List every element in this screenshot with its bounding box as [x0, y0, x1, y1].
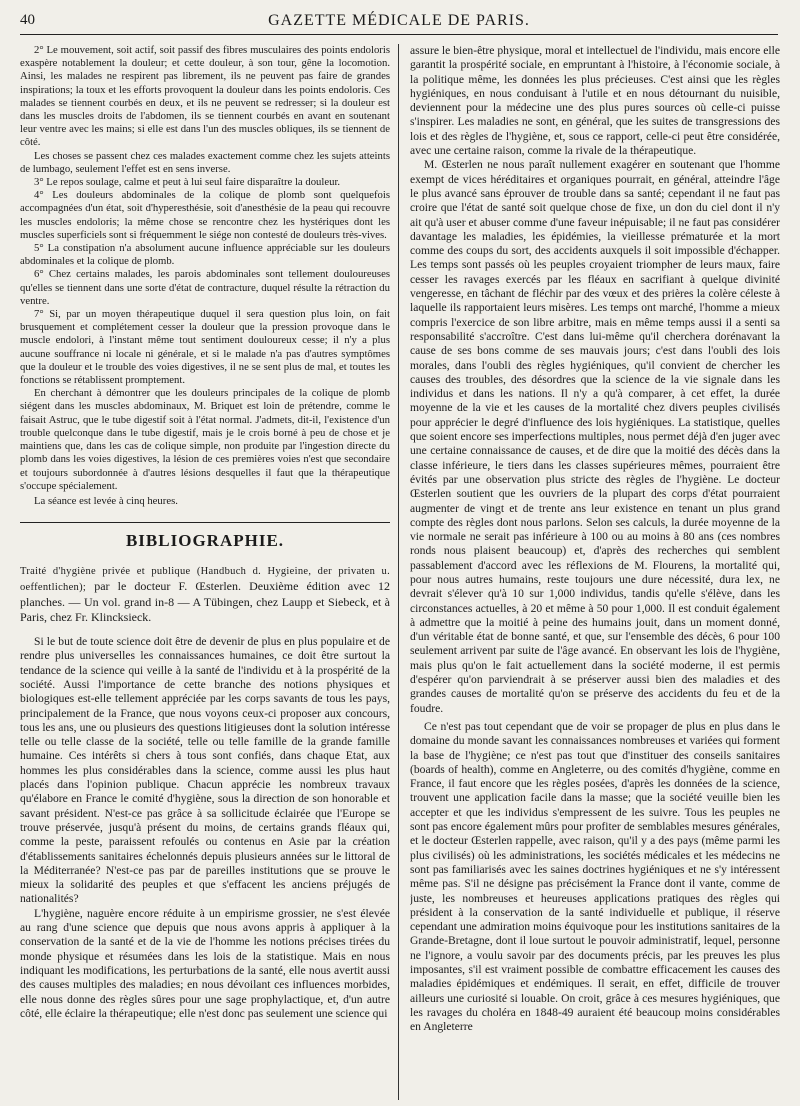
- paragraph: Ce n'est pas tout cependant que de voir se propager de plus en plus dans le domaine du monde savant les connaissances nombreuses et variées qui forment la base de l'hygiène; ce n'est pas tout que d'instituer des conseils sanitaires (boards of health), comme en Angleterre, ou des comités d'hygiène, comme en France, il faut encore que les règles posées, d'après les données de la science, trouvent une application facile dans la masse; que la société veuille bien les accepter et que les individus s'empressent de les suivre. Tous les peuples ne sont pas encore également mûrs pour profiter de semblables mesures générales, et le docteur Œsterlen rappelle, avec raison, qu'il y a des pays (même parmi les plus civilisés) où les administrations, les sociétés médicales et les médecins ne sont pas familiarisés avec les saines doctrines hygiéniques et ne s'y intéressent même pas. S'il ne désigne pas précisément la France dont il vante, comme de juste, les nombreuses et heureuses applications pratiques des règles qui président à la conservation de la santé individuelle et publique, il réserve cependant une admiration moins équivoque pour les institutions sanitaires de la Grande-Bretagne, dont il loue surtout le pouvoir administratif, lequel, personne ne l'ignore, a voulu savoir par des documents précis, par les preuves les plus imposantes, s'il est vraiment possible de combattre efficacement les causes des maladies épidémiques et endémiques. Il serait, en effet, difficile de trouver ailleurs une curiosité si louable. On croit, grâce à ces mesures hygiéniques, que les ravages du choléra en 1848-49 auraient été beaucoup moins considérables en Angleterre: [410, 719, 780, 1034]
- book-title: Traité d'hygiène privée et publique (Handbuch d. Hygieine, der privaten u. oeffentlichen);: [20, 566, 390, 594]
- section-rule: [20, 522, 390, 523]
- session-report: [20, 44, 390, 508]
- paragraph: assure le bien-être physique, moral et intellectuel de l'individu, mais encore elle garantit la prospérité sociale, en empruntant à l'histoire, à l'économie sociale, à la politique même, les données les plus précieuses. C'est ainsi que les règles hygiéniques, en nous conduisant à l'utile et en nous détournant du nuisible, deviennent pour la médecine une des plus pures sources où celle-ci puisse s'inspirer. Les maladies ne sont, en général, que les suites de transgressions des lois et des règles de l'hygiène, et, sous ce rapport, celle-ci peut être considérée, avec une certaine raison, comme la rivale de la thérapeutique.: [410, 44, 780, 158]
- paragraph: 4° Les douleurs abdominales de la colique de plomb sont quelquefois accompagnées d'un état, soit d'hyperesthésie, soit d'anesthésie de la peau qui recouvre les muscles endoloris; la même chose se rencontre chez les hystériques dont les muscles superficiels sont si fréquemment le siége non contesté de douleurs très-vives.: [20, 189, 390, 241]
- paragraph: 5° La constipation n'a absolument aucune influence appréciable sur les douleurs abdominales et la colique de plomb.: [20, 242, 390, 268]
- paragraph: En cherchant à démontrer que les douleurs principales de la colique de plomb siégent dans les muscles abdominaux, M. Briquet est loin de prétendre, comme le faisait Astruc, que le tube digestif soit à l'état normal. J'admets, dit-il, l'existence d'un trouble quelconque dans le tube digestif, mais je le crois borné à peu de chose et je maintiens que, dans les cas de colique simple, non produite par l'ingestion directe du plomb dans les voies digestives, la lésion de ces premières voies n'est que secondaire et toujours subordonnée à d'autres lésions desquelles il faut que la thérapeutique s'occupe spécialement.: [20, 387, 390, 492]
- page-number: 40: [20, 12, 35, 28]
- section-title: BIBLIOGRAPHIE.: [125, 531, 285, 551]
- paragraph: 6° Chez certains malades, les parois abdominales sont tellement douloureuses qu'elles se tiennent dans une sorte d'état de contracture, duquel résulte la rétraction du ventre.: [20, 268, 390, 307]
- paragraph: M. Œsterlen ne nous paraît nullement exagérer en soutenant que l'homme exempt de vices héréditaires et organiques pourrait, en général, atteindre l'âge le plus avancé sans éprouver de trouble dans sa santé; cependant il ne faut pas croire que l'état de santé soit quelque chose de fixe, un don du ciel dont il n'y ait qu'à user et abuser comme d'une faveur inépuisable; il ne faut pas considérer davantage les maladies, les épidémies, la vieillesse prématurée et la mort comme des coups du sort, des accidents auxquels il soit impossible d'échapper. Les temps sont passés où les peuples croyaient triompher de leurs maux, faire cesser les ravages exercés par les fléaux en sacrifiant à quelque divinité vengeresse, en tâchant de fléchir par des vœux et des prières la colère céleste à laquelle ils rapportaient leurs misères. Les temps ont marché, l'homme a mieux compris l'exercice de son libre arbitre, mais en même temps aussi il a senti sa responsabilité s'accroître. C'est dans lui-même qu'il cherchera dorénavant la cause de ses bons comme de ses mauvais jours; c'est dans l'oubli des lois morales, dans l'oubli des règles hygiéniques, qu'il convient de chercher les causes des troubles, des désordres que la science de la vie signale dans les individus et dans les nations. Il n'y a qu'à comparer, à cet effet, la durée moyenne de la vie et les causes de la mortalité chez divers peuples civilisés pour apprécier le degré d'influence des lois hygiéniques. La statistique, quelles que soient encore ses imperfections multiples, nous permet déjà d'en juger avec une certaine connaissance de causes, et de dire que la moitié des décès dans la classe inférieure, le tiers dans les classes supérieures mêmes, pourraient être évités par une observation plus stricte des règles de l'hygiène. Le docteur Œsterlen soutient que les ouvriers de la plupart des corps d'état pourraient augmenter de vingt et de trente ans leur existence en tenant un plus grand compte des règles dont nous parlons. Selon ses calculs, la durée moyenne de la vie normale ne serait pas inférieure à 100 ou au moins à 80 ans (ces nombres ronds nous plaisent beaucoup) et, d'après des recherches qui semblent passablement d'accord avec les réflexions de M. Flourens, la mortalité qui, pour nous autres humains, reste toujours une dure nécessité, dura lex, ne devrait s'élever qu'à 10 sur 1,000 individus, tandis qu'elle s'élève, dans les circonstances actuelles, à 20 et même à 50 pour 1,000. Il est conduit également à admettre que la moitié à peine des humains jouit, dans un moment donné, d'un véritable état de bonne santé, et que, sur l'ensemble des décès, 6 pour 100 seulement arrivent par suite de l'âge avancé. En observant les lois de l'hygiène, mais plus qu'on le fait actuellement dans la société moderne, il est permis d'espérer qu'on parviendrait à se préserver aussi bien des maladies et des grandes causes de mortalité qu'on se préserve des accidents du feu et de la foudre.: [410, 158, 780, 715]
- column-divider: [398, 44, 399, 1100]
- paragraph: Si le but de toute science doit être de devenir de plus en plus populaire et de rendre plus universelles les connaissances humaines, ce doit être surtout la tendance de la science qui veille à la santé de l'individu et à la prospérité de la société. Aussi l'importance de cette branche des notions physiques et biologiques est-elle tellement appréciée par les corps savants de tous les pays, principalement de la France, que nous voyons ceux-ci proposer aux concours, tous les ans, une ou plusieurs des questions litigieuses dont la solution intéresse telle ou telle classe de la société, telle ou telle famille de la grande famille humaine. Ces intérêts si chers à tous sont confiés, dans chaque Etat, aux hommes les plus considérables dans la science, comme aussi les plus haut placés dans l'opinion publique. Chacun apprécie les nombreux travaux qu'élabore en France le comité d'hygiène, sous la direction de son honorable et savant président. N'est-ce pas grâce à sa sollicitude éclairée que l'Europe se trouve préservée, jusqu'à présent du moins, de certains grands fléaux qui, comme la peste, paraissent refoulés ou contenus en Asie par la création d'établissements sanitaires échelonnés depuis plusieurs années sur le littoral de la Méditerranée? N'est-ce pas par de pareilles institutions que se prouve le mieux la solidarité des peuples et que s'effacent les anciens préjugés de nationalités?: [20, 635, 390, 906]
- paragraph: L'hygiène, naguère encore réduite à un empirisme grossier, ne s'est élevée au rang d'une science que depuis que nous avons appris à appliquer à la conservation de la santé et de la vie de l'homme les notions précises tirées du monde physique et résumées dans les lois de la statistique. Mais en nous indiquant les modifications, les perturbations de la santé, elle nous avertit aussi des causes multiples des maladies; en nous dévoilant ces influences morbides, elle nous donne des règles sûres pour une sage prophylactique, et, d'un autre côté, elle éclaire la thérapeutique; elle n'est donc pas seulement une science qui: [20, 906, 390, 1020]
- paragraph: Les choses se passent chez ces malades exactement comme chez les sujets atteints de lumbago, seulement l'effet est en sens inverse.: [20, 149, 390, 175]
- right-column: [410, 44, 780, 1100]
- left-column: [20, 44, 390, 1100]
- book-reference: [20, 563, 390, 625]
- session-closing: La séance est levée à cinq heures.: [34, 494, 178, 507]
- review-text: [20, 635, 390, 1021]
- paragraph: 2° Le mouvement, soit actif, soit passif des fibres musculaires des points endoloris exaspère notablement la douleur; et cette douleur, à son tour, gêne la locomotion. Ainsi, les malades ne respirent pas librement, ils ne peuvent pas faire de grandes inspirations; la toux et les efforts provoquent la douleur dans les points endoloris. Ces malades se tiennent courbés en deux, et ils ne peuvent se redresser; si la douleur est dans les muscles droits de l'abdomen, ils se tiennent courbés en avant en soutenant leur ventre avec les mains; si elle est dans l'un des muscles obliques, ils se tiennent de côté.: [20, 44, 390, 149]
- paragraph: 7° Si, par un moyen thérapeutique duquel il sera question plus loin, on fait brusquement et complétement cesser la douleur que la pression provoque dans le muscle endolori, à l'instant même tout sentiment douloureux cesse; il n'y a plus aucune souffrance ni locale ni générale, et si le malade n'a pas d'autres symptômes que la douleur et le trouble des voies digestives, il ne se sent plus de mal, et toutes les fonctions se rétablissent promptement.: [20, 308, 390, 387]
- paragraph: 3° Le repos soulage, calme et peut à lui seul faire disparaître la douleur.: [34, 176, 341, 189]
- journal-title: GAZETTE MÉDICALE DE PARIS.: [268, 12, 530, 29]
- book-details: par le docteur F. Œsterlen. Deuxième édition avec 12 planches. — Un vol. grand in-8 — A Tübingen, chez Laupp et Siebeck, et à Paris, chez Fr. Klincksieck.: [20, 579, 390, 625]
- page-header: [20, 12, 778, 35]
